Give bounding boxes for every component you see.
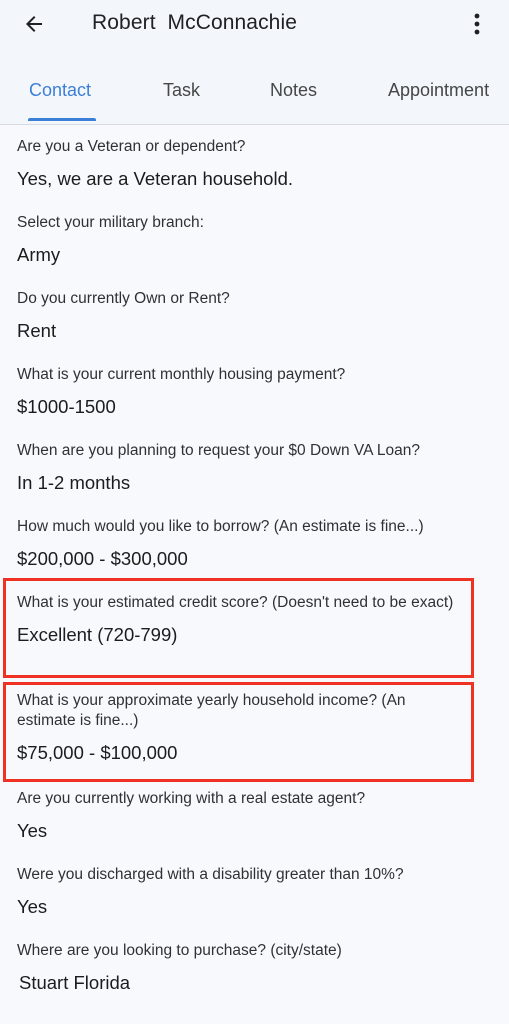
- highlight-box-household-income: [3, 682, 474, 782]
- highlight-box-credit-score: [3, 578, 474, 678]
- field-answer: Yes, we are a Veteran household.: [17, 168, 293, 189]
- field-question: Do you currently Own or Rent?: [17, 290, 230, 307]
- more-options-button[interactable]: [464, 10, 490, 38]
- field-question: Select your military branch:: [17, 214, 204, 231]
- field-answer: Army: [17, 244, 61, 265]
- tab-contact[interactable]: Contact: [29, 80, 92, 100]
- field-answer: $1000-1500: [17, 396, 116, 417]
- more-vertical-icon: [474, 13, 480, 35]
- field-answer: Yes: [17, 820, 48, 841]
- field-answer: $200,000 - $300,000: [17, 548, 188, 569]
- field-question: What is your current monthly housing payment?: [17, 366, 346, 383]
- field-question: Were you discharged with a disability greater than 10%?: [17, 866, 404, 883]
- field-real-estate-agent: [17, 789, 467, 843]
- field-question: Where are you looking to purchase? (city/state): [17, 942, 342, 959]
- tab-appointment[interactable]: Appointment: [388, 80, 490, 100]
- field-disability-discharge: [17, 865, 467, 919]
- field-purchase-location: [17, 941, 467, 995]
- field-answer: Stuart Florida: [19, 972, 131, 993]
- field-answer: $75,000 - $100,000: [17, 742, 178, 763]
- field-veteran-status: [17, 137, 467, 191]
- field-monthly-housing-payment: [17, 365, 467, 419]
- field-borrow-amount: [17, 517, 467, 571]
- field-question: How much would you like to borrow? (An estimate is fine...): [17, 518, 424, 535]
- field-own-or-rent: [17, 289, 467, 343]
- field-question: What is your estimated credit score? (Doesn't need to be exact): [17, 594, 454, 611]
- tab-notes[interactable]: Notes: [270, 80, 318, 100]
- back-button[interactable]: [20, 10, 48, 38]
- field-answer: Yes: [17, 896, 48, 917]
- field-answer: Rent: [17, 320, 57, 341]
- field-question: Are you currently working with a real estate agent?: [17, 790, 366, 807]
- active-tab-indicator: [28, 118, 96, 121]
- tab-task[interactable]: Task: [163, 80, 201, 100]
- field-military-branch: [17, 213, 467, 267]
- contact-name-title: Robert McConnachie: [92, 11, 297, 34]
- arrow-left-icon: [22, 12, 46, 36]
- field-answer: Excellent (720-799): [17, 624, 178, 645]
- tab-bar: [0, 64, 509, 124]
- field-question: When are you planning to request your $0 Down VA Loan?: [17, 442, 420, 459]
- field-question: Are you a Veteran or dependent?: [17, 138, 246, 155]
- field-answer: In 1-2 months: [17, 472, 131, 493]
- field-loan-timeline: [17, 441, 467, 495]
- app-bar: [0, 0, 509, 125]
- field-question: What is your approximate yearly household income? (An estimate is fine...): [17, 692, 406, 729]
